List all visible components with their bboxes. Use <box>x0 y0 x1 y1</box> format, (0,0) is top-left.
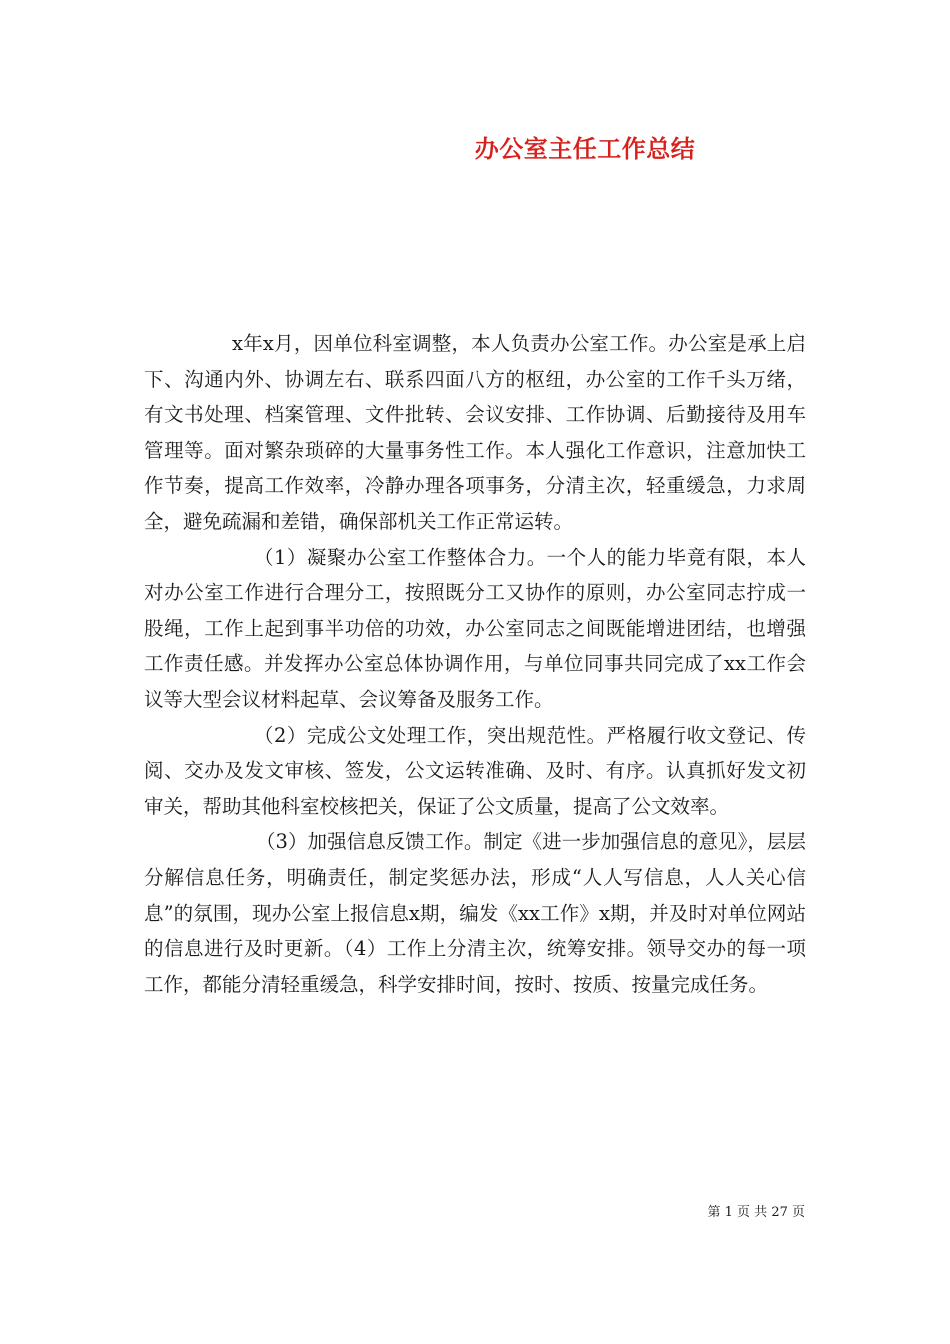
paragraph-intro: x年x月，因单位科室调整，本人负责办公室工作。办公室是承上启下、沟通内外、协调左右、联系四面八方的枢纽，办公室的工作千头万绪，有文书处理、档案管理、文件批转、会议安排、工作协调、后勤接待及用车管理等。面对繁杂琐碎的大量事务性工作。本人强化工作意识，注意加快工作节奏，提高工作效率，冷静办理各项事务，分清主次，轻重缓急，力求周全，避免疏漏和差错，确保部机关工作正常运转。 <box>144 332 806 533</box>
page-number-footer: 第 1 页 共 27 页 <box>707 1205 805 1220</box>
paragraph-item-1: （1）凝聚办公室工作整体合力。一个人的能力毕竟有限，本人对办公室工作进行合理分工，按照既分工又协作的原则，办公室同志拧成一股绳，工作上起到事半功倍的功效，办公室同志之间既能增进团结，也增强工作责任感。并发挥办公室总体协调作用，与单位同事共同完成了xx工作会议等大型会议材料起草、会议筹备及服务工作。 <box>144 545 806 711</box>
paragraph-item-3: （3）加强信息反馈工作。制定《进一步加强信息的意见》，层层分解信息任务，明确责任，制定奖惩办法，形成“人人写信息，人人关心信息”的氛围，现办公室上报信息x期，编发《xx工作》x期，并及时对单位网站的信息进行及时更新。（4）工作上分清主次，统筹安排。领导交办的每一项工作，都能分清轻重缓急，科学安排时间，按时、按质、按量完成任务。 <box>144 830 806 996</box>
document-body <box>144 326 806 1002</box>
paragraph-item-2: （2）完成公文处理工作，突出规范性。严格履行收文登记、传阅、交办及发文审核、签发，公文运转准确、及时、有序。认真抓好发文初审关，帮助其他科室校核把关，保证了公文质量，提高了公文效率。 <box>144 723 806 818</box>
page-title: 办公室主任工作总结 <box>474 135 696 163</box>
